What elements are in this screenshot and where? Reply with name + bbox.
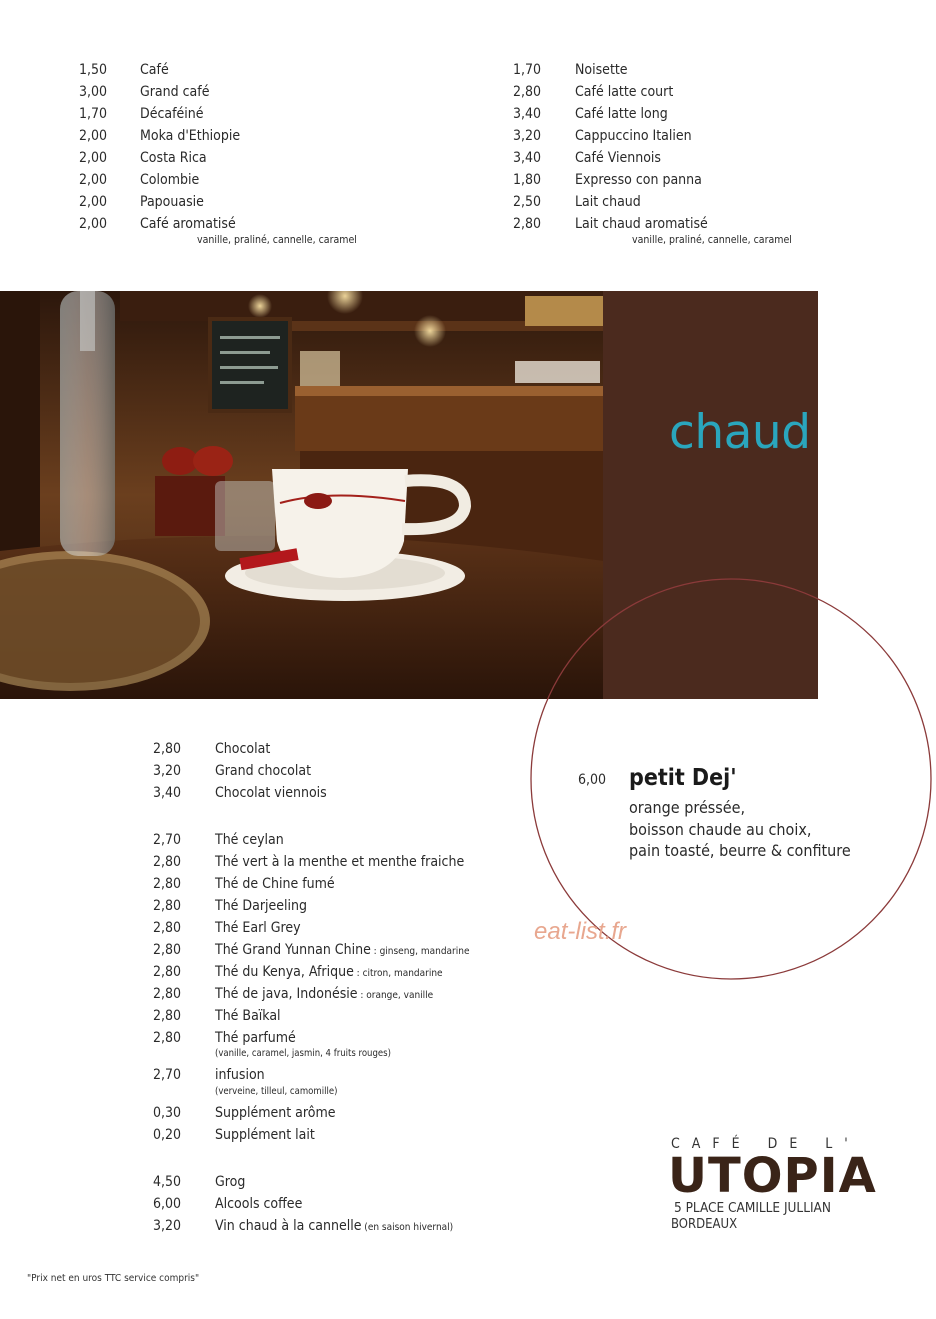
breakfast-line: boisson chaude au choix, bbox=[629, 820, 812, 839]
item-name: Noisette bbox=[575, 62, 628, 78]
watermark: eat-list.fr bbox=[534, 918, 627, 945]
item-name bbox=[215, 939, 470, 963]
item-price: 3,20 bbox=[513, 128, 542, 144]
item-name: Moka d'Ethiopie bbox=[140, 128, 241, 144]
item-price: 2,50 bbox=[513, 194, 542, 210]
item-name: Café Viennois bbox=[575, 150, 661, 166]
item-price: 3,40 bbox=[513, 150, 542, 166]
cafe-scene-illustration bbox=[0, 291, 603, 699]
item-price: 2,00 bbox=[79, 150, 108, 166]
item-name: Lait chaud aromatisé bbox=[575, 216, 708, 232]
item-name bbox=[215, 829, 284, 853]
tea-note: : orange, vanille bbox=[357, 990, 434, 1001]
item-name: Costa Rica bbox=[140, 150, 207, 166]
item-price: 2,80 bbox=[153, 876, 182, 892]
item-name bbox=[215, 851, 464, 875]
item-name bbox=[215, 1193, 302, 1217]
tea-name: Thé ceylan bbox=[215, 832, 284, 848]
item-name bbox=[215, 983, 433, 1007]
tea-name: Thé Darjeeling bbox=[215, 898, 308, 914]
item-price: 2,80 bbox=[153, 964, 182, 980]
item-price: 3,00 bbox=[79, 84, 108, 100]
tea-name: Thé de Chine fumé bbox=[215, 876, 335, 892]
tea-name: Thé Baïkal bbox=[215, 1008, 281, 1024]
item-price: 2,80 bbox=[513, 84, 542, 100]
item-name bbox=[215, 895, 307, 919]
item-price: 2,80 bbox=[153, 1008, 182, 1024]
drink-note: (en saison hivernal) bbox=[361, 1222, 454, 1233]
item-name: Café latte court bbox=[575, 84, 674, 100]
item-price: 2,80 bbox=[153, 942, 182, 958]
item-name: Grand chocolat bbox=[215, 763, 312, 779]
tea-name: Thé du Kenya, Afrique bbox=[215, 964, 354, 980]
item-price: 1,80 bbox=[513, 172, 542, 188]
logo-name: UTOPIA bbox=[668, 1148, 877, 1204]
item-name bbox=[215, 1215, 453, 1239]
item-price: 2,00 bbox=[79, 194, 108, 210]
tea-name: Thé vert à la menthe et menthe fraiche bbox=[215, 854, 465, 870]
item-name bbox=[215, 961, 443, 985]
item-price: 2,00 bbox=[79, 128, 108, 144]
item-name: Café latte long bbox=[575, 106, 668, 122]
item-price: 3,40 bbox=[153, 785, 182, 801]
item-name: Colombie bbox=[140, 172, 200, 188]
section-title: chaud bbox=[669, 405, 811, 460]
item-price: 2,80 bbox=[153, 898, 182, 914]
item-price: 2,00 bbox=[79, 172, 108, 188]
item-name: Chocolat viennois bbox=[215, 785, 327, 801]
item-price: 2,80 bbox=[153, 920, 182, 936]
item-price: 1,70 bbox=[513, 62, 542, 78]
item-name: Supplément lait bbox=[215, 1127, 315, 1143]
item-name: Expresso con panna bbox=[575, 172, 702, 188]
item-price: 2,70 bbox=[153, 1067, 182, 1083]
item-name: Grand café bbox=[140, 84, 210, 100]
item-name: Décaféiné bbox=[140, 106, 204, 122]
item-name: Supplément arôme bbox=[215, 1105, 336, 1121]
item-description: vanille, praliné, cannelle, caramel bbox=[632, 234, 792, 246]
item-name bbox=[215, 1005, 281, 1029]
logo-address: 5 PLACE CAMILLE JULLIAN bbox=[674, 1200, 831, 1216]
item-price: 3,40 bbox=[513, 106, 542, 122]
tea-note: : ginseng, mandarine bbox=[370, 946, 470, 957]
item-price: 1,50 bbox=[79, 62, 108, 78]
drink-name: Grog bbox=[215, 1174, 246, 1190]
item-name: Thé parfumé bbox=[215, 1030, 296, 1046]
item-price: 2,80 bbox=[513, 216, 542, 232]
item-price: 2,00 bbox=[79, 216, 108, 232]
item-price: 3,20 bbox=[153, 1218, 182, 1234]
tea-name: Thé de java, Indonésie bbox=[215, 986, 358, 1002]
item-description: vanille, praliné, cannelle, caramel bbox=[197, 234, 357, 246]
item-price: 1,70 bbox=[79, 106, 108, 122]
item-description: (verveine, tilleul, camomille) bbox=[215, 1086, 338, 1097]
price-footnote: "Prix net en uros TTC service compris" bbox=[27, 1273, 200, 1284]
breakfast-line: pain toasté, beurre & confiture bbox=[629, 841, 851, 860]
item-name: Café bbox=[140, 62, 169, 78]
item-name: Lait chaud bbox=[575, 194, 641, 210]
item-price: 3,20 bbox=[153, 763, 182, 779]
item-price: 4,50 bbox=[153, 1174, 182, 1190]
breakfast-title: petit Dej' bbox=[629, 765, 737, 791]
item-price: 6,00 bbox=[153, 1196, 182, 1212]
breakfast-line: orange préssée, bbox=[629, 798, 746, 817]
breakfast-price: 6,00 bbox=[578, 772, 607, 788]
drink-name: Alcools coffee bbox=[215, 1196, 303, 1212]
item-price: 0,30 bbox=[153, 1105, 182, 1121]
item-name bbox=[215, 1171, 245, 1195]
item-name: Papouasie bbox=[140, 194, 204, 210]
item-description: (vanille, caramel, jasmin, 4 fruits rouges) bbox=[215, 1048, 391, 1059]
item-name: Chocolat bbox=[215, 741, 271, 757]
cafe-photo bbox=[0, 291, 603, 699]
item-price: 2,80 bbox=[153, 1030, 182, 1046]
item-price: 2,80 bbox=[153, 986, 182, 1002]
item-name: Café aromatisé bbox=[140, 216, 236, 232]
logo-top-line: CAFÉ DE L' bbox=[671, 1136, 860, 1152]
item-name: infusion bbox=[215, 1067, 265, 1083]
item-name bbox=[215, 873, 335, 897]
logo-city: BORDEAUX bbox=[671, 1217, 738, 1232]
tea-name: Thé Grand Yunnan Chine bbox=[215, 942, 371, 958]
item-price: 2,80 bbox=[153, 854, 182, 870]
item-price: 0,20 bbox=[153, 1127, 182, 1143]
tea-note: : citron, mandarine bbox=[353, 968, 443, 979]
item-name: Cappuccino Italien bbox=[575, 128, 692, 144]
item-price: 2,70 bbox=[153, 832, 182, 848]
section-banner bbox=[603, 291, 818, 699]
item-price: 2,80 bbox=[153, 741, 182, 757]
tea-name: Thé Earl Grey bbox=[215, 920, 301, 936]
item-name bbox=[215, 917, 301, 941]
drink-name: Vin chaud à la cannelle bbox=[215, 1218, 362, 1234]
